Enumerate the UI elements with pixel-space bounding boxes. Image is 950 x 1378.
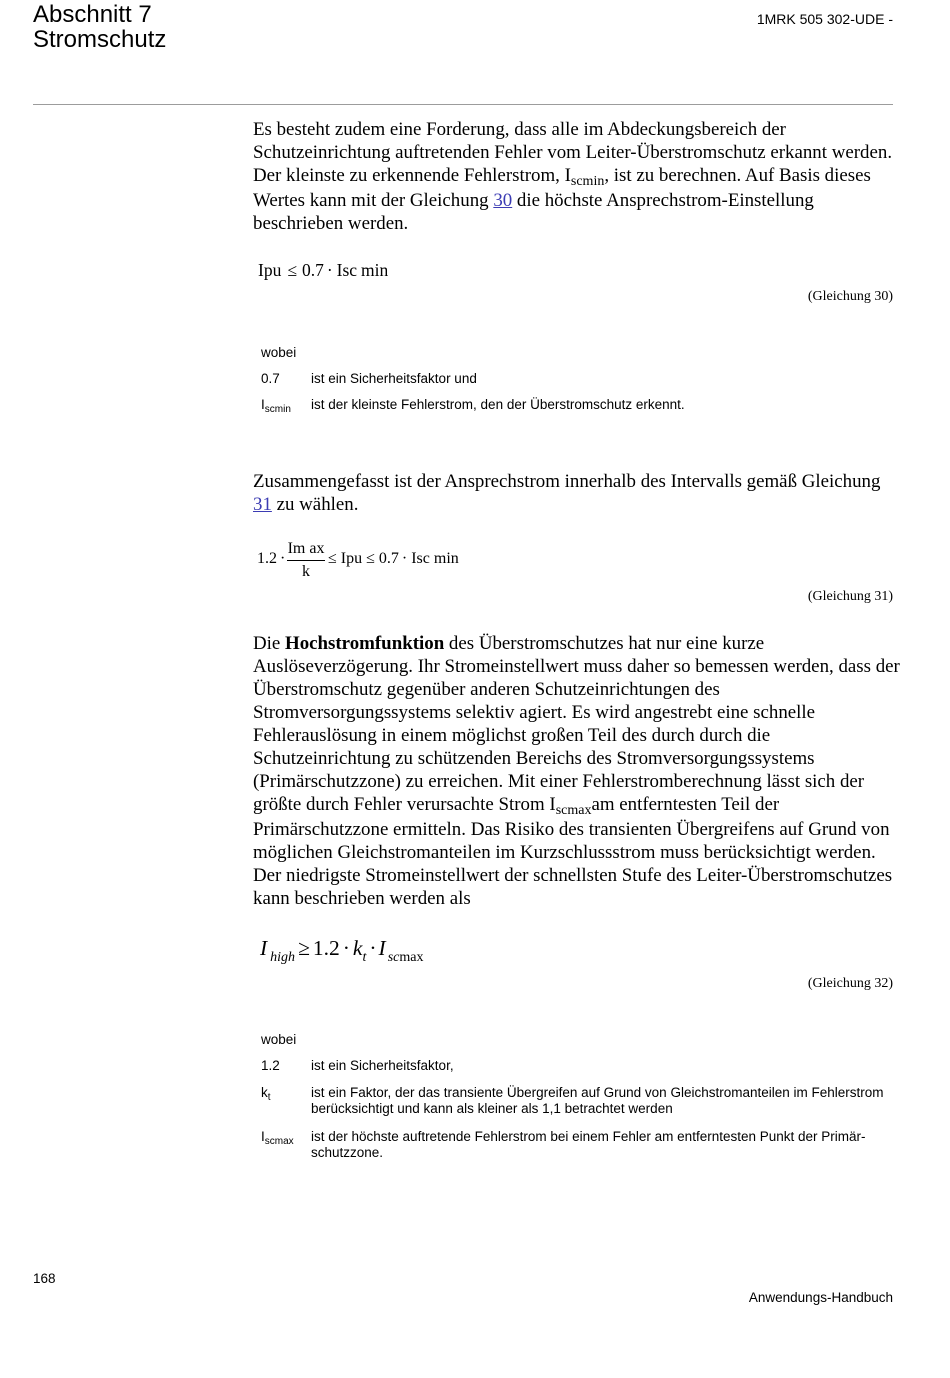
equation-32-label: (Gleichung 32) (807, 976, 893, 991)
equation-term: k (352, 936, 363, 960)
equation-term: 0.7 (378, 550, 399, 567)
subscript: sc (387, 950, 400, 965)
equation-30 (258, 259, 388, 281)
paragraph-line: Schutzeinrichtung zu schützenden Bereichs des Stromversorgungssystems (253, 748, 815, 769)
equation-term: Ipu (258, 260, 282, 280)
text-run: die höchste Ansprechstrom-Einstellung (512, 190, 814, 211)
where-description-line: schutzzone. (311, 1145, 384, 1160)
where-description-line: ist ein Faktor, der das transiente Übergreifen auf Grund von Gleichstromanteilen im Fehlerstrom (311, 1085, 884, 1100)
equation-30-label: (Gleichung 30) (807, 289, 893, 304)
paragraph-line: Zusammengefasst ist der Ansprechstrom innerhalb des Intervalls gemäß Gleichung (253, 471, 881, 492)
fraction-numerator: Im ax (287, 540, 325, 557)
subscript: max (399, 950, 424, 965)
equation-term: 1.2 (257, 550, 277, 567)
subscript: t (362, 950, 367, 965)
equation-term: Isc (336, 260, 358, 280)
fraction-bar (287, 560, 325, 561)
equation-term: Ipu (340, 550, 363, 567)
where-symbol (261, 1085, 271, 1101)
equation-31-label: (Gleichung 31) (807, 589, 893, 604)
equation-operator: · (369, 936, 377, 960)
equation-rhs (328, 550, 459, 568)
equation-operator: ≤ (366, 550, 375, 567)
paragraph-line: kann beschrieben werden als (253, 888, 471, 909)
header-rule (33, 104, 893, 105)
paragraph-line (253, 793, 779, 816)
text-run: größte durch Fehler verursachte Strom I (253, 794, 556, 815)
where-description-line: ist ein Sicherheitsfaktor, (311, 1058, 454, 1073)
equation-31 (257, 540, 467, 585)
equation-term: 0.7 (301, 260, 324, 280)
where-description-line: berücksichtigt und kann als kleiner als 1,1 betrachtet werden (311, 1101, 673, 1116)
paragraph-line: Überstromschutz gegenüber anderen Schutzeinrichtungen des (253, 679, 720, 700)
equation-operator: ≤ (328, 550, 337, 567)
where-intro: wobei (261, 345, 297, 360)
equation-operator: · (326, 260, 333, 280)
section-heading: Abschnitt 7 (33, 1, 152, 28)
text-run: Die (253, 633, 285, 654)
paragraph-line (253, 493, 358, 516)
equation-term: 1.2 (312, 936, 340, 960)
paragraph-line: Auslöseverzögerung. Ihr Stromeinstellwert muss daher so bemessen werden, dass der (253, 656, 900, 677)
paragraph-line: Stromversorgungssystems selektiv agiert. Es wird angestrebt eine schnelle (253, 702, 816, 723)
where-description-line: ist der höchste auftretende Fehlerstrom bei einem Fehler am entferntesten Punkt der Primär- (311, 1129, 866, 1144)
page-number: 168 (33, 1271, 56, 1286)
paragraph-line (253, 189, 814, 212)
manual-title: Anwendungs-Handbuch (748, 1290, 893, 1305)
equation-operator: · (342, 936, 350, 960)
equation-function: min (361, 260, 389, 280)
text-run: am entferntesten Teil der (591, 794, 780, 815)
subscript: scmin (570, 174, 605, 189)
bold-term: Hochstromfunktion (285, 633, 445, 654)
paragraph-line: beschrieben werden. (253, 213, 409, 234)
text-run: zu wählen. (271, 494, 359, 515)
paragraph-line: möglichen Gleichstromanteilen im Kurzschlussstrom muss berücksichtigt werden. (253, 842, 876, 863)
equation-32 (260, 935, 424, 965)
paragraph-line: Primärschutzzone ermitteln. Das Risiko des transienten Übergreifens auf Grund von (253, 819, 890, 840)
fraction-denominator: k (302, 563, 310, 580)
text-run: des Überstromschutzes hat nur eine kurze (444, 633, 765, 654)
paragraph-line (253, 632, 764, 655)
symbol-base: k (261, 1085, 268, 1100)
equation-term: I (378, 936, 386, 960)
chapter-title: Stromschutz (33, 26, 167, 53)
subscript: scmin (264, 404, 291, 415)
paragraph-line: Der niedrigste Stromeinstellwert der schnellsten Stufe des Leiter-Überstromschutzes (253, 865, 893, 886)
where-description-line: ist der kleinste Fehlerstrom, den der Überstromschutz erkennt. (311, 397, 685, 412)
equation-operator: ≥ (298, 936, 310, 960)
where-intro: wobei (261, 1032, 297, 1047)
paragraph-line: (Primärschutzzone) zu erreichen. Mit einer Fehlerstromberechnung lässt sich der (253, 771, 865, 792)
where-symbol (261, 1129, 294, 1145)
text-run: Wertes kann mit der Gleichung (253, 190, 494, 211)
equation-operator: ≤ (287, 260, 297, 280)
symbol-base: I (261, 1129, 265, 1144)
equation-30-link[interactable]: 30 (493, 190, 513, 211)
subscript: scmax (555, 803, 592, 818)
where-symbol: 1.2 (261, 1058, 280, 1073)
document-number: 1MRK 505 302-UDE - (756, 11, 893, 27)
equation-function: min (433, 550, 459, 567)
where-description-line: ist ein Sicherheitsfaktor und (311, 371, 477, 386)
equation-operator: · (401, 550, 408, 567)
paragraph-line: Fehlerauslösung in einem möglichst großen Teil des durch durch die (253, 725, 771, 746)
paragraph-line: Schutzeinrichtung auftretenden Fehler vom Leiter-Überstromschutz erkannt werden. (253, 142, 893, 163)
subscript: high (270, 950, 296, 965)
text-run: Der kleinste zu erkennende Fehlerstrom, I (253, 165, 571, 186)
where-symbol (261, 397, 291, 413)
equation-operator: · (280, 550, 286, 567)
paragraph-line: Es besteht zudem eine Forderung, dass alle im Abdeckungsbereich der (253, 119, 786, 140)
paragraph-line (253, 164, 871, 187)
where-symbol: 0.7 (261, 371, 280, 386)
equation-term: Isc (411, 550, 430, 567)
symbol-base: I (261, 397, 265, 412)
text-run: , ist zu berechnen. Auf Basis dieses (604, 165, 871, 186)
equation-term: I (260, 936, 268, 960)
subscript: scmax (264, 1136, 294, 1147)
subscript: t (267, 1092, 271, 1103)
equation-31-link[interactable]: 31 (253, 494, 272, 515)
